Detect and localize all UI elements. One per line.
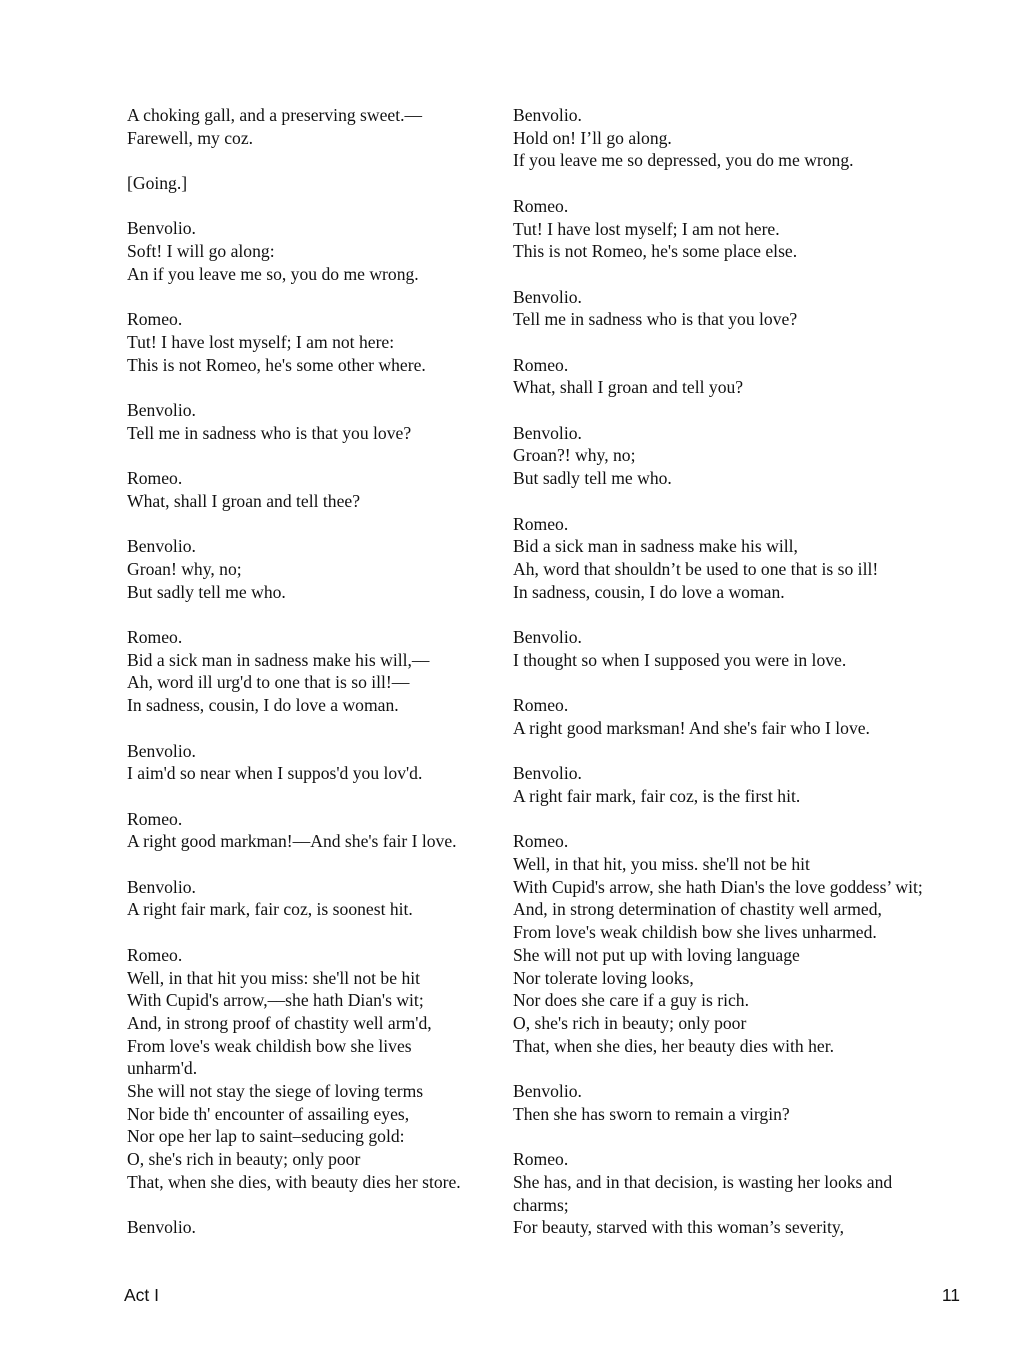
text-line: With Cupid's arrow, she hath Dian's the love goddess’ wit;	[513, 876, 923, 897]
speech-block	[127, 217, 502, 285]
text-line: She will not stay the siege of loving terms	[127, 1081, 424, 1102]
footer-section-label: Act I	[124, 1285, 160, 1305]
text-line: If you leave me so depressed, you do me wrong.	[513, 150, 854, 171]
speech-block	[127, 944, 502, 1194]
speech-block	[127, 626, 502, 717]
speaker-name: Benvolio.	[127, 740, 196, 761]
text-line: This is not Romeo, he's some place else.	[513, 241, 798, 262]
speech-block	[127, 467, 502, 512]
text-line: Ah, word ill urg'd to one that is so ill!––	[127, 672, 410, 693]
speech-block	[127, 399, 502, 444]
speaker-name: Romeo.	[513, 695, 569, 716]
speech-block	[513, 286, 973, 331]
text-line: Then she has sworn to remain a virgin?	[513, 1103, 790, 1124]
right-column-modern-text	[513, 104, 973, 1262]
text-line: Nor bide th' encounter of assailing eyes,	[127, 1103, 410, 1124]
speech-block	[513, 354, 973, 399]
speaker-name: Romeo.	[127, 468, 183, 489]
text-line: That, when she dies, her beauty dies with her.	[513, 1035, 834, 1056]
text-line: I thought so when I supposed you were in love.	[513, 649, 847, 670]
text-line: O, she's rich in beauty; only poor	[513, 1012, 747, 1033]
speaker-name: Benvolio.	[513, 763, 582, 784]
text-line: What, shall I groan and tell thee?	[127, 490, 361, 511]
text-line: This is not Romeo, he's some other where.	[127, 354, 426, 375]
text-line: Tut! I have lost myself; I am not here.	[513, 218, 780, 239]
text-line: For beauty, starved with this woman’s severity,	[513, 1217, 844, 1238]
speaker-name: Romeo.	[513, 354, 569, 375]
speaker-name: Romeo.	[513, 513, 569, 534]
speaker-name: Romeo.	[513, 1149, 569, 1170]
left-column-original-text	[127, 104, 502, 1262]
speech-block	[513, 694, 973, 739]
speaker-name: Romeo.	[513, 195, 569, 216]
text-line: A right fair mark, fair coz, is soonest hit.	[127, 899, 413, 920]
speech-block	[513, 1148, 973, 1239]
text-line: From love's weak childish bow she lives	[127, 1035, 412, 1056]
speech-block	[513, 626, 973, 671]
speech-block	[513, 104, 973, 172]
speech-block	[127, 1216, 502, 1239]
text-line: But sadly tell me who.	[127, 581, 286, 602]
text-line: O, she's rich in beauty; only poor	[127, 1149, 361, 1170]
speaker-name: Romeo.	[127, 944, 183, 965]
text-line: Tut! I have lost myself; I am not here:	[127, 331, 395, 352]
speech-block	[127, 172, 502, 195]
speaker-name: Romeo.	[127, 309, 183, 330]
text-line: And, in strong determination of chastity well armed,	[513, 899, 882, 920]
speech-block	[513, 762, 973, 807]
speaker-name: Romeo.	[127, 808, 183, 829]
speech-block	[513, 195, 973, 263]
speech-block	[513, 830, 973, 1057]
speaker-name: Benvolio.	[127, 536, 196, 557]
text-line: Well, in that hit you miss: she'll not be hit	[127, 967, 421, 988]
speaker-name: Romeo.	[127, 627, 183, 648]
text-line: From love's weak childish bow she lives unharmed.	[513, 922, 877, 943]
speech-block	[127, 740, 502, 785]
text-line: That, when she dies, with beauty dies her store.	[127, 1171, 461, 1192]
text-line: Groan?! why, no;	[513, 445, 636, 466]
text-line: [Going.]	[127, 173, 188, 194]
text-line: Tell me in sadness who is that you love?	[513, 309, 798, 330]
speaker-name: Benvolio.	[513, 286, 582, 307]
text-line: charms;	[513, 1194, 569, 1215]
text-line: Bid a sick man in sadness make his will,––	[127, 649, 430, 670]
text-line: In sadness, cousin, I do love a woman.	[513, 581, 785, 602]
text-line: A right fair mark, fair coz, is the first hit.	[513, 785, 801, 806]
text-line: Nor does she care if a guy is rich.	[513, 990, 749, 1011]
speaker-name: Benvolio.	[513, 105, 582, 125]
speech-block	[127, 876, 502, 921]
text-line: I aim'd so near when I suppos'd you lov'd.	[127, 763, 423, 784]
text-line: Hold on! I’ll go along.	[513, 127, 672, 148]
speech-block	[513, 422, 973, 490]
text-line: But sadly tell me who.	[513, 468, 672, 489]
text-line: And, in strong proof of chastity well arm'd,	[127, 1012, 432, 1033]
speech-block	[127, 808, 502, 853]
speech-block	[513, 1080, 973, 1125]
text-line: Well, in that hit, you miss. she'll not be hit	[513, 854, 810, 875]
text-line: unharm'd.	[127, 1058, 198, 1079]
text-line: Groan! why, no;	[127, 558, 242, 579]
speaker-name: Benvolio.	[513, 627, 582, 648]
text-line: Tell me in sadness who is that you love?	[127, 422, 412, 443]
text-line: Soft! I will go along:	[127, 241, 275, 262]
speech-block	[127, 104, 502, 149]
text-line: An if you leave me so, you do me wrong.	[127, 263, 419, 284]
speech-block	[127, 535, 502, 603]
speaker-name: Benvolio.	[513, 422, 582, 443]
speaker-name: Benvolio.	[127, 400, 196, 421]
speech-block	[513, 513, 973, 604]
speaker-name: Benvolio.	[127, 1217, 196, 1238]
text-line: A choking gall, and a preserving sweet.––	[127, 105, 423, 125]
footer-page-number: 11	[941, 1285, 960, 1305]
text-line: She will not put up with loving language	[513, 944, 800, 965]
speaker-name: Benvolio.	[127, 218, 196, 239]
text-line: Ah, word that shouldn’t be used to one that is so ill!	[513, 558, 879, 579]
text-line: What, shall I groan and tell you?	[513, 377, 744, 398]
text-line: She has, and in that decision, is wasting her looks and	[513, 1171, 893, 1192]
text-line: Farewell, my coz.	[127, 127, 254, 148]
text-line: A right good markman!––And she's fair I love.	[127, 831, 457, 852]
speaker-name: Benvolio.	[513, 1081, 582, 1102]
speaker-name: Benvolio.	[127, 876, 196, 897]
text-line: Bid a sick man in sadness make his will,	[513, 536, 798, 557]
text-line: With Cupid's arrow,––she hath Dian's wit;	[127, 990, 424, 1011]
text-line: A right good marksman! And she's fair who I love.	[513, 717, 870, 738]
text-line: Nor tolerate loving looks,	[513, 967, 694, 988]
text-line: Nor ope her lap to saint–seducing gold:	[127, 1126, 405, 1147]
speaker-name: Romeo.	[513, 831, 569, 852]
speech-block	[127, 308, 502, 376]
text-line: In sadness, cousin, I do love a woman.	[127, 695, 399, 716]
